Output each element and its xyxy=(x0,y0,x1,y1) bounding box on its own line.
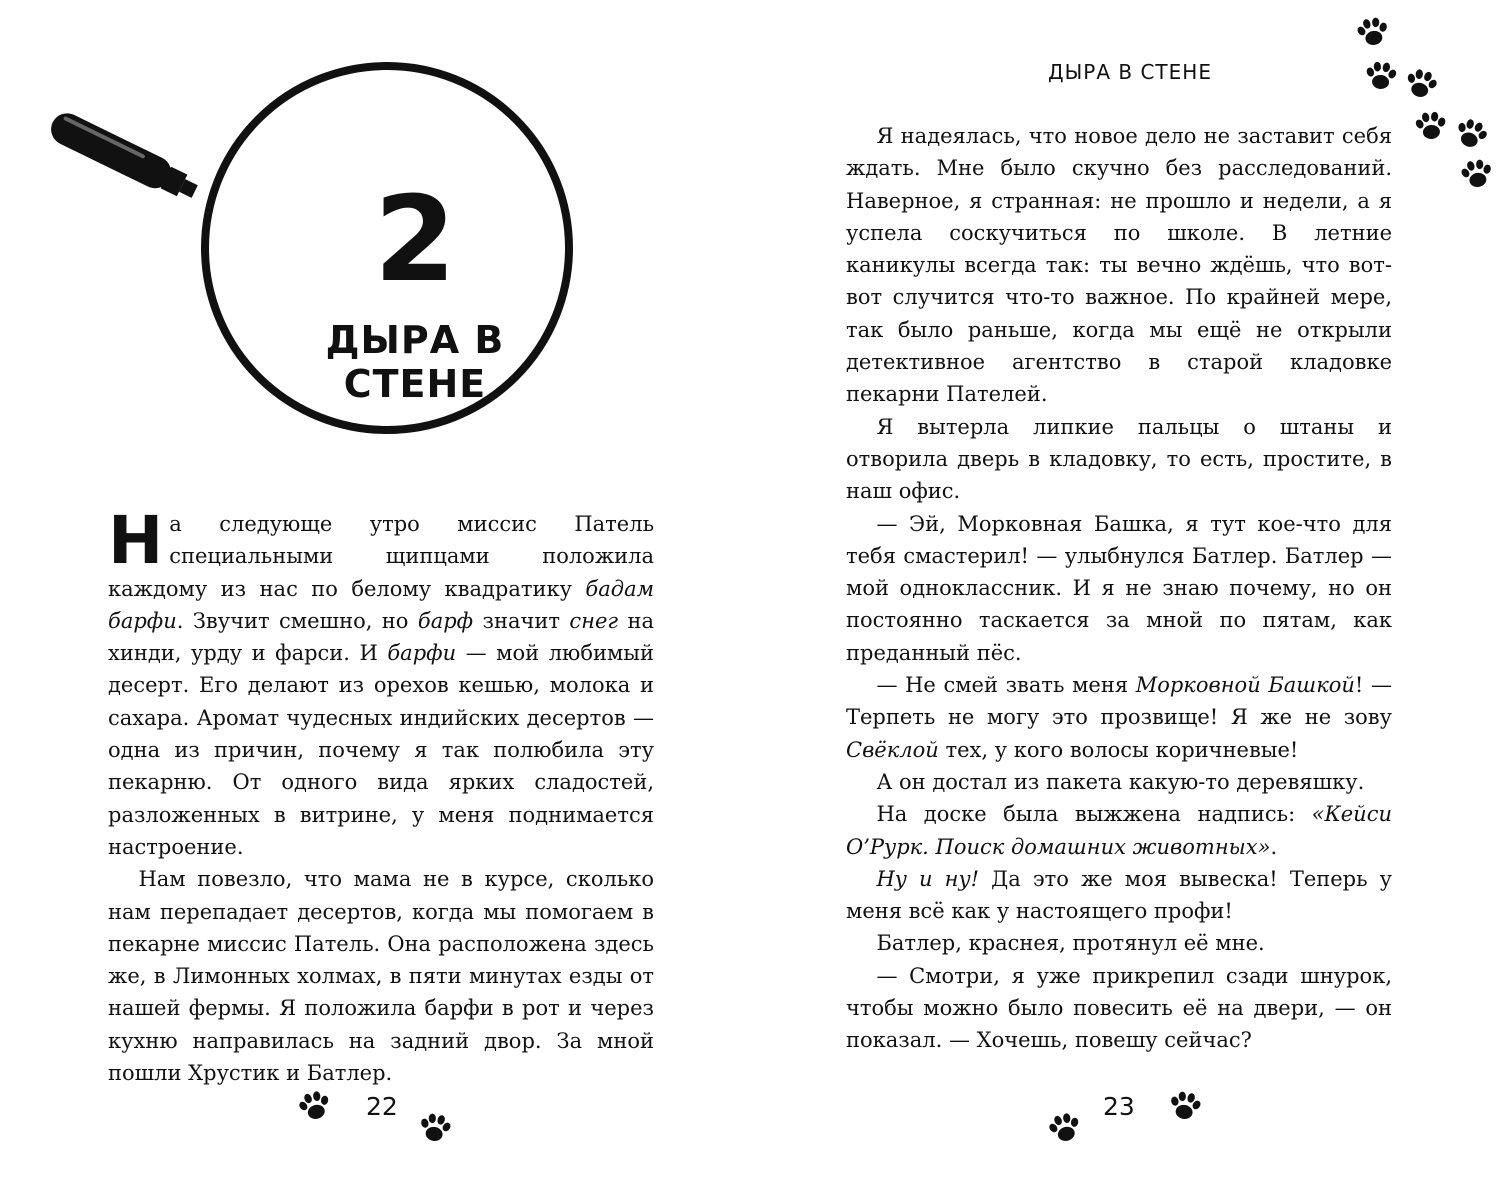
italic-text: Морковной Башкой xyxy=(1135,673,1355,698)
text-run: на хинди, урду и фарси. И xyxy=(108,608,654,666)
page-number-right: 23 xyxy=(1103,1092,1135,1121)
paw-print-icon xyxy=(1168,1090,1202,1124)
text-run: — Не смей звать меня xyxy=(876,673,1136,698)
italic-text: барфи xyxy=(387,641,457,666)
right-body-text xyxy=(846,120,1392,1057)
paragraph xyxy=(846,766,1392,798)
paw-print-icon xyxy=(1454,118,1488,152)
paragraph xyxy=(846,927,1392,959)
right-page xyxy=(750,0,1500,1200)
italic-text: бадам барфи xyxy=(108,576,654,633)
paragraph xyxy=(846,863,1392,928)
italic-text: Ну и ну! xyxy=(876,866,980,891)
paw-print-icon xyxy=(1356,16,1390,50)
text-run: ! — Терпеть не могу это прозвище! Я же не зову xyxy=(846,673,1392,730)
text-run: . Звучит смешно, но xyxy=(176,608,418,633)
italic-text: снег xyxy=(569,608,619,633)
paragraph xyxy=(846,120,1392,411)
paw-print-icon xyxy=(1414,110,1448,144)
page-number-left: 22 xyxy=(366,1092,398,1121)
text-run: Нам повезло, что мама не в курсе, сколько нам перепадает десертов, когда мы помогаем в пекарне миссис Патель. Она расположена здесь же, в Лимонных холмах, в пяти минутах езды от нашей фермы. Я положила барфи в рот и через кухню направилась на задний двор. За мной пошли Хрустик и Батлер. xyxy=(108,867,654,1086)
text-run: Я надеялась, что новое дело не заставит себя ждать. Мне было скучно без расследований. Наверное, я странная: не прошло и недели, а я успела соскучиться по школе. В летние каникулы всегда так: ты вечно ждёшь, что вот-вот случится что-то важное. По крайней мере, так было раньше, когда мы ещё не открыли детективное агентство в старой кладовке пекарни Пателей. xyxy=(846,124,1392,407)
text-run: — Смотри, я уже прикрепил сзади шнурок, чтобы можно было повесить её на двери, — он показал. — Хочешь, повешу сейчас? xyxy=(846,963,1392,1053)
paw-print-icon xyxy=(1404,68,1438,102)
text-run: значит xyxy=(473,608,570,633)
running-head: ДЫРА В СТЕНЕ xyxy=(1048,60,1212,84)
text-run: Батлер, краснея, протянул её мне. xyxy=(876,931,1265,956)
text-run: Да это же моя вывеска! Теперь у меня всё как у настоящего профи! xyxy=(846,866,1392,924)
paragraph xyxy=(846,669,1392,766)
text-run: На доске была выжжена надпись: xyxy=(876,802,1312,827)
text-run: — мой любимый десерт. Его делают из орехов кешью, молока и сахара. Аромат чудесных индийских десертов — одна из причин, почему я так полюбила эту пекарню. От одного вида ярких сладостей, разложенных в витрине, у меня поднимается настроение. xyxy=(108,641,655,859)
paragraph xyxy=(108,502,655,863)
text-run: тех, у кого волосы коричневые! xyxy=(938,737,1299,762)
chapter-title: ДЫРА В СТЕНЕ xyxy=(325,318,505,406)
paragraph xyxy=(108,863,654,1089)
italic-text: «Кейси О’Рурк. Поиск домашних животных» xyxy=(846,802,1392,859)
paragraph xyxy=(846,798,1392,863)
chapter-magnifier xyxy=(40,60,580,450)
text-run: а следующе утро миссис Патель специальными щипцами положила каждому из нас по белому квадратику xyxy=(108,512,654,601)
left-body-text xyxy=(108,502,655,1089)
paragraph xyxy=(846,508,1392,669)
text-run: . xyxy=(1270,834,1278,859)
paw-print-icon xyxy=(1048,1112,1082,1146)
paw-print-icon xyxy=(1364,60,1398,94)
italic-text: Свёклой xyxy=(846,737,939,762)
chapter-number: 2 xyxy=(373,170,457,308)
italic-text: барф xyxy=(417,608,474,633)
paw-print-icon xyxy=(418,1112,452,1146)
paw-print-icon xyxy=(298,1090,332,1124)
text-run: А он достал из пакета какую-то деревяшку. xyxy=(876,769,1365,794)
paragraph xyxy=(846,411,1392,508)
paragraph xyxy=(846,960,1392,1057)
drop-cap: Н xyxy=(108,502,164,579)
text-run: — Эй, Морковная Башка, я тут кое-что для тебя смастерил! — улыбнулся Батлер. Батлер — мой одноклассник. И я не знаю почему, но он постоянно таскается за мной по пятам, как преданный пёс. xyxy=(846,511,1392,665)
paw-print-icon xyxy=(1460,158,1494,192)
text-run: Я вытерла липкие пальцы о штаны и отворила дверь в кладовку, то есть, простите, в наш офис. xyxy=(846,414,1392,504)
